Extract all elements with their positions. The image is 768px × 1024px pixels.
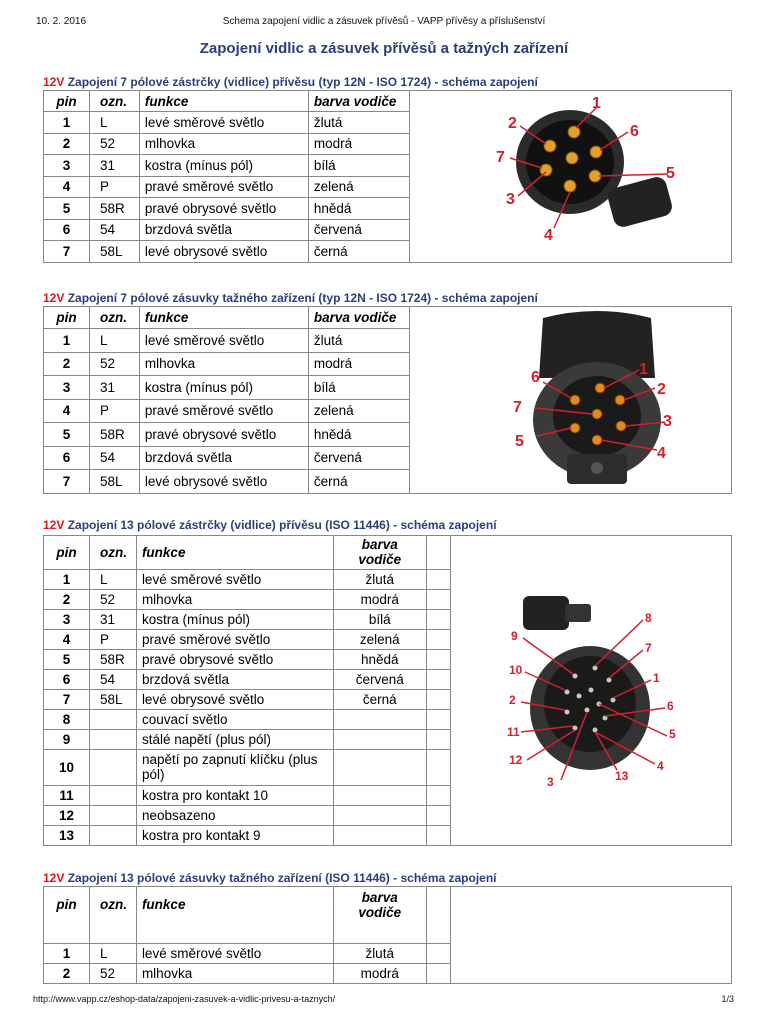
section-title-text: Zapojení 13 pólové zásuvky tažného zařízení (ISO 11446) - schéma zapojení: [64, 871, 497, 885]
diagram-label: 2: [657, 381, 666, 398]
diagram-13pin-plug: [495, 590, 695, 790]
diagram-label: 13: [615, 769, 629, 783]
funkce-cell: couvací světlo: [136, 710, 333, 730]
funkce-cell: napětí po zapnutí klíčku (plus pól): [136, 750, 333, 786]
ozn-cell: 31: [89, 376, 139, 400]
funkce-cell: levé obrysové světlo: [136, 690, 333, 710]
pin-cell: 13: [44, 826, 90, 846]
barva-cell: zelená: [308, 399, 409, 423]
funkce-cell: pravé obrysové světlo: [139, 198, 308, 220]
barva-cell: [333, 786, 426, 806]
empty-cell: [426, 670, 450, 690]
pin-cell: 1: [44, 944, 90, 964]
ozn-cell: L: [89, 329, 139, 353]
barva-cell: bílá: [308, 376, 409, 400]
diagram-label: 1: [592, 95, 601, 112]
ozn-cell: L: [89, 944, 136, 964]
diagram-label: 7: [645, 641, 652, 655]
diagram-label: 12: [509, 753, 523, 767]
voltage-label: 12V: [43, 291, 65, 305]
pin-cell: 6: [44, 670, 90, 690]
empty-cell: [426, 806, 450, 826]
ozn-cell: [89, 710, 136, 730]
diagram-label: 4: [657, 445, 666, 462]
col-ozn: ozn.: [89, 91, 139, 112]
funkce-cell: brzdová světla: [139, 446, 308, 470]
pin-cell: 3: [44, 610, 90, 630]
barva-cell: hnědá: [308, 198, 409, 220]
barva-cell: modrá: [308, 352, 409, 376]
empty-cell: [426, 650, 450, 670]
barva-cell: žlutá: [333, 570, 426, 590]
table-header-row: [44, 887, 732, 944]
funkce-cell: levé směrové světlo: [139, 329, 308, 353]
pin-cell: 2: [44, 133, 90, 155]
barva-cell: žlutá: [333, 944, 426, 964]
diagram-label: 1: [653, 671, 660, 685]
ozn-cell: [89, 806, 136, 826]
barva-cell: hnědá: [308, 423, 409, 447]
ozn-cell: P: [89, 399, 139, 423]
funkce-cell: neobsazeno: [136, 806, 333, 826]
funkce-cell: kostra pro kontakt 9: [136, 826, 333, 846]
barva-cell: bílá: [333, 610, 426, 630]
diagram-label: 10: [509, 663, 523, 677]
col-barva-line2: vodiče: [358, 904, 402, 920]
funkce-cell: kostra pro kontakt 10: [136, 786, 333, 806]
barva-cell: červená: [308, 446, 409, 470]
voltage-label: 12V: [43, 75, 65, 89]
diagram-label: 2: [508, 115, 517, 132]
barva-cell: modrá: [308, 133, 409, 155]
pin-cell: 3: [44, 376, 90, 400]
section-title-text: Zapojení 7 pólové zástrčky (vidlice) přívěsu (typ 12N - ISO 1724) - schéma zapojení: [64, 75, 538, 89]
section-title-7pin-socket: [43, 291, 538, 305]
pin-cell: 1: [44, 329, 90, 353]
empty-cell: [426, 750, 450, 786]
diagram-label: 7: [496, 149, 505, 166]
barva-cell: zelená: [308, 176, 409, 198]
barva-cell: [333, 730, 426, 750]
funkce-cell: kostra (mínus pól): [139, 376, 308, 400]
diagram-7pin-socket: [505, 308, 695, 490]
funkce-cell: levé směrové světlo: [136, 570, 333, 590]
barva-cell: [333, 750, 426, 786]
diagram-label: 3: [547, 775, 554, 789]
diagram-label: 6: [667, 699, 674, 713]
col-ozn: ozn.: [89, 536, 136, 570]
ozn-cell: 58R: [89, 650, 136, 670]
ozn-cell: 54: [89, 670, 136, 690]
funkce-cell: brzdová světla: [139, 219, 308, 241]
barva-cell: [333, 826, 426, 846]
pin-cell: 8: [44, 710, 90, 730]
pin-cell: 12: [44, 806, 90, 826]
pin-cell: 11: [44, 786, 90, 806]
diagram-label: 4: [544, 227, 553, 242]
ozn-cell: 31: [89, 155, 139, 177]
pin-cell: 4: [44, 630, 90, 650]
ozn-cell: [89, 750, 136, 786]
funkce-cell: pravé směrové světlo: [139, 399, 308, 423]
empty-cell: [426, 536, 450, 570]
diagram-label: 3: [506, 191, 515, 208]
funkce-cell: levé obrysové světlo: [139, 470, 308, 494]
footer-url-link[interactable]: http://www.vapp.cz/eshop-data/zapojeni-zasuvek-a-vidlic-privesu-a-taznych/: [33, 994, 336, 1004]
ozn-cell: L: [89, 112, 139, 134]
barva-cell: hnědá: [333, 650, 426, 670]
pin-cell: 4: [44, 176, 90, 198]
col-funkce: funkce: [136, 887, 333, 944]
funkce-cell: levé obrysové světlo: [139, 241, 308, 263]
pin-cell: 5: [44, 650, 90, 670]
pin-cell: 2: [44, 964, 90, 984]
diagram-label: 1: [639, 361, 648, 378]
empty-cell: [426, 964, 450, 984]
pin-cell: 5: [44, 423, 90, 447]
print-date: 10. 2. 2016: [36, 16, 87, 27]
barva-cell: modrá: [333, 964, 426, 984]
funkce-cell: levé směrové světlo: [136, 944, 333, 964]
funkce-cell: brzdová světla: [136, 670, 333, 690]
ozn-cell: 58L: [89, 690, 136, 710]
ozn-cell: [89, 730, 136, 750]
pin-cell: 5: [44, 198, 90, 220]
diagram-label: 4: [657, 759, 664, 773]
funkce-cell: pravé směrové světlo: [136, 630, 333, 650]
col-funkce: funkce: [136, 536, 333, 570]
ozn-cell: 58R: [89, 423, 139, 447]
col-barva-line2: vodiče: [358, 551, 402, 567]
voltage-label: 12V: [43, 871, 65, 885]
col-funkce: funkce: [139, 91, 308, 112]
diagram-label: 5: [666, 165, 675, 182]
empty-cell: [426, 710, 450, 730]
barva-cell: zelená: [333, 630, 426, 650]
pin-cell: 4: [44, 399, 90, 423]
voltage-label: 12V: [43, 518, 65, 532]
ozn-cell: P: [89, 176, 139, 198]
barva-cell: bílá: [308, 155, 409, 177]
ozn-cell: 58R: [89, 198, 139, 220]
diagram-label: 8: [645, 611, 652, 625]
diagram-label: 3: [663, 413, 672, 430]
section-title-7pin-plug: [43, 75, 538, 89]
barva-cell: černá: [333, 690, 426, 710]
funkce-cell: kostra (mínus pól): [136, 610, 333, 630]
barva-cell: žlutá: [308, 112, 409, 134]
funkce-cell: mlhovka: [136, 964, 333, 984]
empty-cell: [426, 630, 450, 650]
ozn-cell: 54: [89, 219, 139, 241]
col-funkce: funkce: [139, 307, 308, 329]
ozn-cell: 54: [89, 446, 139, 470]
pin-cell: 7: [44, 241, 90, 263]
pin-cell: 6: [44, 219, 90, 241]
diagram-label: 5: [669, 727, 676, 741]
empty-cell: [426, 690, 450, 710]
diagram-label: 5: [515, 433, 524, 450]
ozn-cell: P: [89, 630, 136, 650]
pin-cell: 2: [44, 590, 90, 610]
funkce-cell: stálé napětí (plus pól): [136, 730, 333, 750]
funkce-cell: mlhovka: [136, 590, 333, 610]
barva-cell: černá: [308, 241, 409, 263]
barva-cell: červená: [333, 670, 426, 690]
section-title-text: Zapojení 7 pólové zásuvky tažného zařízení (typ 12N - ISO 1724) - schéma zapojení: [64, 291, 538, 305]
funkce-cell: pravé obrysové světlo: [136, 650, 333, 670]
col-barva: barva vodiče: [308, 307, 409, 329]
ozn-cell: 31: [89, 610, 136, 630]
barva-cell: žlutá: [308, 329, 409, 353]
empty-cell: [426, 610, 450, 630]
table-header-row: [44, 536, 732, 570]
ozn-cell: 58L: [89, 241, 139, 263]
section-title-13pin-plug: [43, 518, 497, 532]
diagram-label: 11: [507, 725, 520, 739]
col-pin: pin: [44, 307, 90, 329]
table-13pin-socket: [43, 886, 732, 984]
diagram-label: 9: [511, 629, 518, 643]
col-pin: pin: [44, 536, 90, 570]
page-number: 1/3: [721, 994, 734, 1004]
empty-cell: [426, 570, 450, 590]
col-barva-line1: barva: [361, 890, 398, 905]
barva-cell: [333, 710, 426, 730]
empty-cell: [426, 944, 450, 964]
pin-cell: 7: [44, 470, 90, 494]
funkce-cell: kostra (mínus pól): [139, 155, 308, 177]
pin-cell: 2: [44, 352, 90, 376]
col-pin: pin: [44, 91, 90, 112]
pin-cell: 6: [44, 446, 90, 470]
pin-cell: 1: [44, 112, 90, 134]
section-title-text: Zapojení 13 pólové zástrčky (vidlice) přívěsu (ISO 11446) - schéma zapojení: [64, 518, 497, 532]
col-ozn: ozn.: [89, 307, 139, 329]
col-barva: [333, 887, 426, 944]
funkce-cell: pravé směrové světlo: [139, 176, 308, 198]
section-title-13pin-socket: [43, 871, 497, 885]
pin-cell: 10: [44, 750, 90, 786]
ozn-cell: 52: [89, 590, 136, 610]
pin-cell: 3: [44, 155, 90, 177]
ozn-cell: 52: [89, 964, 136, 984]
diagram-7pin-plug: [490, 92, 700, 242]
pin-cell: 9: [44, 730, 90, 750]
ozn-cell: [89, 786, 136, 806]
empty-cell: [426, 730, 450, 750]
diagram-label: 2: [509, 693, 516, 707]
col-barva-line1: barva: [361, 536, 398, 552]
col-pin: pin: [44, 887, 90, 944]
funkce-cell: levé směrové světlo: [139, 112, 308, 134]
col-barva: barva vodiče: [308, 91, 409, 112]
page-title: Zapojení vidlic a zásuvek přívěsů a tažných zařízení: [199, 40, 569, 57]
funkce-cell: mlhovka: [139, 133, 308, 155]
diagram-label: 6: [531, 369, 540, 386]
diagram-label: 6: [630, 123, 639, 140]
ozn-cell: [89, 826, 136, 846]
funkce-cell: pravé obrysové světlo: [139, 423, 308, 447]
col-barva: [333, 536, 426, 570]
diagram-cell: [450, 887, 731, 984]
barva-cell: modrá: [333, 590, 426, 610]
ozn-cell: 52: [89, 133, 139, 155]
ozn-cell: 58L: [89, 470, 139, 494]
barva-cell: červená: [308, 219, 409, 241]
ozn-cell: L: [89, 570, 136, 590]
empty-cell: [426, 590, 450, 610]
print-header-title: Schema zapojení vidlic a zásuvek přívěsů - VAPP přívěsy a příslušenství: [222, 16, 546, 27]
ozn-cell: 52: [89, 352, 139, 376]
empty-cell: [426, 887, 450, 944]
empty-cell: [426, 786, 450, 806]
empty-cell: [426, 826, 450, 846]
diagram-label: 7: [513, 399, 522, 416]
barva-cell: černá: [308, 470, 409, 494]
pin-cell: 1: [44, 570, 90, 590]
barva-cell: [333, 806, 426, 826]
pin-cell: 7: [44, 690, 90, 710]
col-ozn: ozn.: [89, 887, 136, 944]
funkce-cell: mlhovka: [139, 352, 308, 376]
